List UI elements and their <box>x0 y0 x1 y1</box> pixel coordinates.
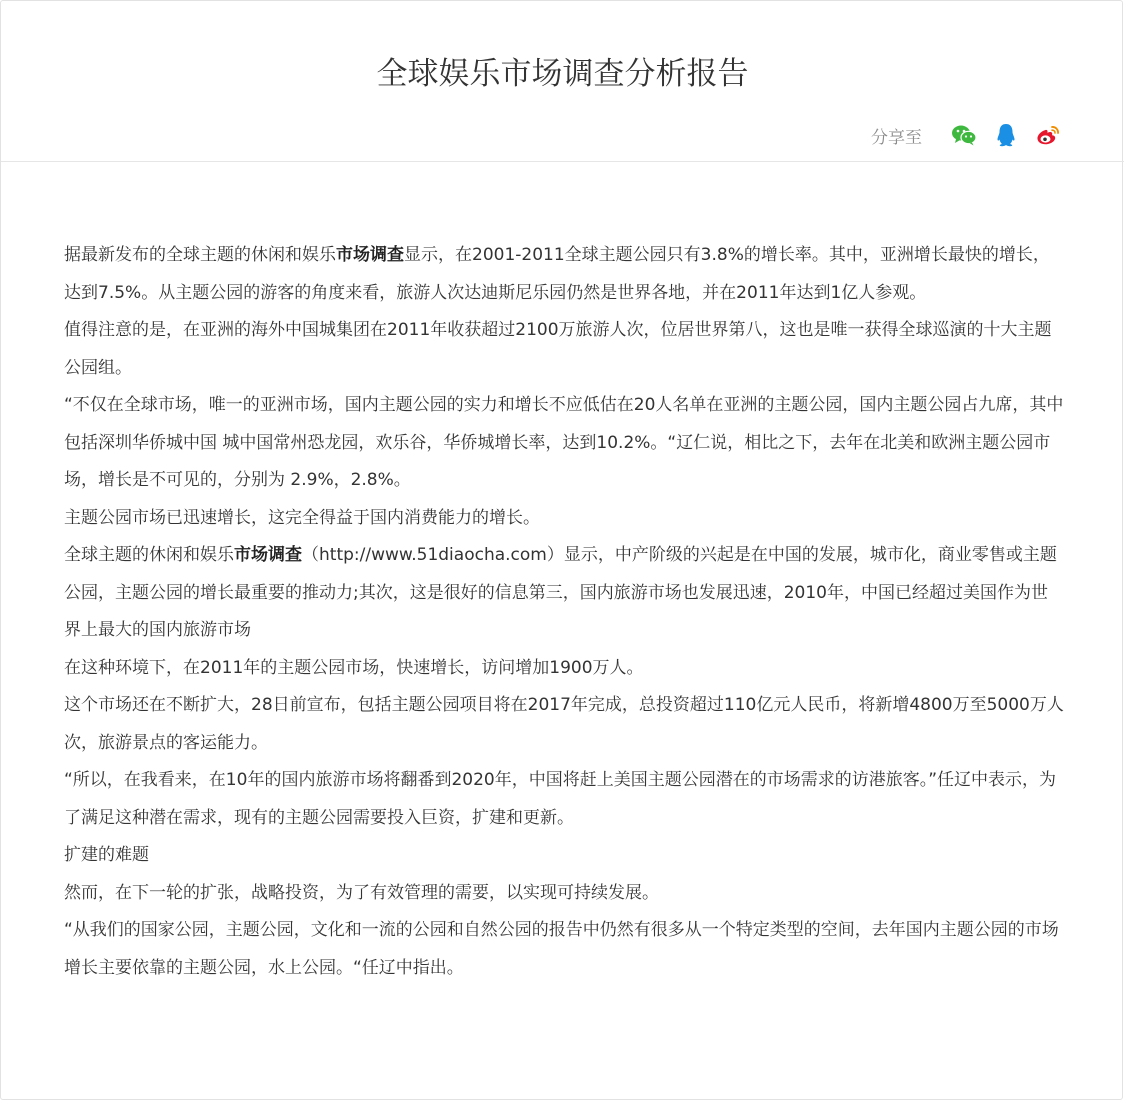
paragraph: 值得注意的是，在亚洲的海外中国城集团在2011年收获超过2100万旅游人次，位居世界第八，这也是唯一获得全球巡演的十大主题公园组。 <box>64 320 1052 378</box>
article-body <box>64 237 1064 987</box>
paragraph: “不仅在全球市场，唯一的亚洲市场，国内主题公园的实力和增长不应低估在20人名单在亚洲的主题公园，国内主题公园占九席，其中包括深圳华侨城中国 城中国常州恐龙园，欢乐谷，华侨城增长率，达到10.2%。“辽仁说，相比之下，去年在北美和欧洲主题公园市场，增长是不可见的，分别为 2.9%，2.8%。 <box>64 395 1064 490</box>
wechat-icon[interactable] <box>950 121 978 149</box>
page-title: 全球娱乐市场调查分析报告 <box>376 56 749 92</box>
market-survey-keyword: 市场调查 <box>234 545 302 565</box>
qq-icon[interactable] <box>992 121 1020 149</box>
share-bar <box>871 119 1062 151</box>
section-heading: 扩建的难题 <box>64 845 149 865</box>
paragraph: 主题公园市场已迅速增长，这完全得益于国内消费能力的增长。 <box>64 507 540 528</box>
market-survey-keyword: 市场调查 <box>336 245 404 265</box>
article-header <box>1 1 1124 162</box>
paragraph: “从我们的国家公园，主题公园，文化和一流的公园和自然公园的报告中仍然有很多从一个特定类型的空间，去年国内主题公园的市场增长主要依靠的主题公园，水上公园。“任辽中指出。 <box>64 920 1059 978</box>
paragraph: 据最新发布的全球主题的休闲和娱乐市场调查显示，在2001-2011全球主题公园只有3.8%的增长率。其中，亚洲增长最快的增长，达到7.5%。从主题公园的游客的角度来看，旅游人次达迪斯尼乐园仍然是世界各地，并在2011年达到1亿人参观。 <box>64 245 1050 303</box>
share-label: 分享至 <box>871 127 922 148</box>
paragraph: 这个市场还在不断扩大，28日前宣布，包括主题公园项目将在2017年完成，总投资超过110亿元人民币，将新增4800万至5000万人次，旅游景点的客运能力。 <box>64 695 1064 753</box>
paragraph: 然而，在下一轮的扩张，战略投资，为了有效管理的需要，以实现可持续发展。 <box>64 882 659 903</box>
paragraph: 在这种环境下，在2011年的主题公园市场，快速增长，访问增加1900万人。 <box>64 657 644 678</box>
paragraph: “所以，在我看来，在10年的国内旅游市场将翻番到2020年，中国将赶上美国主题公园潜在的市场需求的访港旅客。”任辽中表示，为了满足这种潜在需求，现有的主题公园需要投入巨资，扩建和更新。 <box>64 770 1057 828</box>
paragraph: 全球主题的休闲和娱乐市场调查（http://www.51diaocha.com）显示，中产阶级的兴起是在中国的发展，城市化，商业零售或主题公园，主题公园的增长最重要的推动力;其次，这是很好的信息第三，国内旅游市场也发展迅速，2010年，中国已经超过美国作为世界上最大的国内旅游市场 <box>64 545 1057 640</box>
weibo-icon[interactable] <box>1034 121 1062 149</box>
